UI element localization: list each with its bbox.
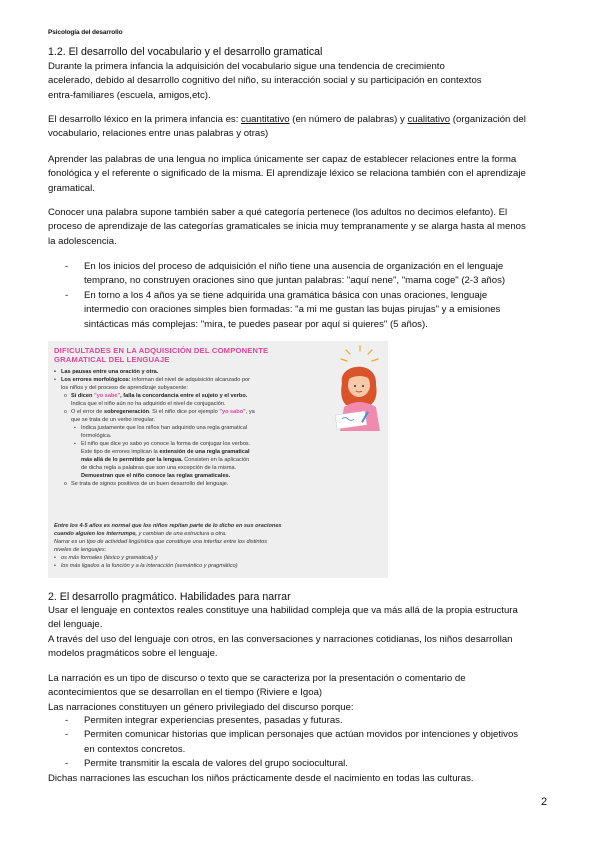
text-line: Conocer una palabra supone también saber a qué categoría pertenece (los adultos no decimos elefanto). El: [48, 207, 508, 218]
text-line: [54, 522, 384, 530]
text-run: , falla la concordancia entre el sujeto y el verbo.: [120, 393, 248, 399]
text-run: los niños y del proceso de aprendizaje subyacente:: [61, 385, 188, 391]
list-item: [48, 289, 548, 332]
text-line: la adolescencia.: [48, 235, 117, 247]
infographic-title: [54, 346, 314, 364]
text-run: que se trata de un verbo irregular.: [71, 417, 155, 423]
text-run: informan del nivel de adquisición alcanzado por: [130, 377, 251, 383]
text-run: Los errores morfológicos:: [61, 377, 131, 383]
text-line: [54, 530, 384, 538]
text-run: extensión de una regla gramatical: [159, 449, 250, 455]
text-line: acelerado, debido al desarrollo cognitivo del niño, su interacción social y su participación en contextos: [48, 75, 482, 87]
text-run: (en número de palabras) y: [289, 114, 408, 125]
text-run: . Si el niño dice por ejemplo: [149, 409, 220, 415]
aprender-paragraph: [48, 153, 558, 196]
infographic-footer: [54, 522, 384, 570]
text-run: Indica que el niño aún no ha adquirido el nivel de conjugación.: [71, 401, 226, 407]
list-item: [54, 392, 354, 408]
text-line: niveles de lenguajes:: [54, 547, 107, 553]
text-run: (organización del: [450, 114, 526, 125]
text-line: Narrar es un tipo de actividad lingüística que constituye una interfaz entre los distintos: [54, 539, 267, 545]
text-line: Las narraciones constituyen un género privilegiado del discurso porque:: [48, 701, 354, 713]
list-item: [54, 376, 354, 392]
text-run: Demuestran que el niño conoce las reglas gramaticales.: [81, 473, 231, 479]
text-run: formológica.: [81, 433, 112, 439]
text-line: Usar el lenguaje en contextos reales constituye una habilidad compleja que va más allá de la propia estructura: [48, 605, 518, 616]
conocer-paragraph: [48, 206, 558, 249]
text-line: del lenguaje.: [48, 619, 103, 631]
text-line: - Permiten integrar experiencias presentes, pasadas y futuras.: [84, 715, 343, 726]
text-line: proceso de aprendizaje de las categorías gramaticales se inicia muy tempranamente y se alarga hasta al menos: [48, 221, 526, 233]
infographic-image: [48, 341, 388, 578]
text-run: El niño que dice yo sabo yo conoce la forma de conjugar los verbos.: [81, 441, 251, 447]
text-line: - En torno a los 4 años ya se tiene adquirida una gramática básica con unas oraciones, lenguaje: [84, 289, 488, 301]
text-run: El desarrollo léxico en la primera infancia es:: [48, 114, 242, 125]
underlined-term: cuantitativo: [241, 114, 290, 125]
closing-line: Dichas narraciones las escuchan los niños prácticamente desde el nacimiento en todas las culturas.: [48, 773, 474, 784]
narration-reasons-list: [48, 714, 548, 772]
text-line: - Permite transmitir la escala de valores del grupo sociocultural.: [84, 758, 348, 770]
text-run: Este tipo de errores implican la: [81, 449, 160, 455]
list-item: [48, 260, 548, 289]
text-line: - En los inicios del proceso de adquisición el niño tiene una ausencia de organización en el lenguaje: [84, 261, 504, 272]
text-run: Si dicen: [71, 393, 95, 399]
text-line: en contextos concretos.: [84, 743, 186, 755]
title-line: DIFICULTADES EN LA ADQUISICIÓN DEL COMPONENTE: [54, 346, 269, 355]
lexico-paragraph: [48, 113, 558, 142]
text-line: sintácticas más complejas: "mira, te puedes pasear por aquí si quieres" (5 años).: [84, 318, 428, 330]
text-line: entra-familiares (escuela, amigos,etc).: [48, 89, 211, 101]
pragmatic-paragraph: [48, 604, 558, 662]
text-run: O el error de: [71, 409, 104, 415]
page-number: 2: [541, 796, 548, 808]
list-item: [54, 440, 354, 480]
text-line: Aprender las palabras de una lengua no implica únicamente ser capaz de establecer relaciones entre la forma: [48, 154, 517, 165]
title-line: GRAMATICAL DEL LENGUAJE: [54, 355, 170, 365]
text-line: gramatical.: [48, 182, 95, 194]
text-line: vocabulario, relaciones entre unas palabras y otras): [48, 128, 269, 140]
text-run: y cambian de una estructura a otra.: [137, 531, 227, 537]
infographic-body: [54, 368, 354, 488]
running-header: Psicología del desarrollo: [48, 29, 123, 36]
highlight-text: "yo sabe": [94, 393, 121, 399]
text-line: fonológica y el referente o significado de la misma. El aprendizaje léxico se relaciona también con el aprendizaje: [48, 168, 526, 180]
text-run: Entre los 4-5 años es normal que los niños repitan parte de lo dicho en sus oraciones: [54, 523, 282, 529]
text-run: de dicha regla a palabras que son una excepción de la misma.: [81, 465, 237, 471]
section-1-heading: 1.2. El desarrollo del vocabulario y el desarrollo gramatical: [48, 46, 323, 58]
list-item: • Las pausas entre una oración y otra.: [54, 368, 354, 376]
list-item: • los más ligados a la función y a la interacción (semántico y pragmático): [54, 562, 384, 570]
list-item: [48, 728, 548, 757]
text-run: , ya: [245, 409, 255, 415]
text-run: sobregeneración: [103, 409, 150, 415]
section-2-heading: 2. El desarrollo pragmático. Habilidades para narrar: [48, 591, 291, 603]
text-line: intermedio con oraciones simples bien formadas: "a mi me gustan las bujas pirujas" y a emisiones: [84, 304, 501, 316]
highlight-text: "yo sabo": [219, 409, 246, 415]
list-item: [48, 714, 548, 728]
text-line: - Permiten comunicar historias que implican personajes que actúan movidos por intenciones y objetivos: [84, 729, 519, 741]
text-run: cuando alguien los interrumpe,: [54, 531, 137, 537]
text-run: Indica justamente que los niños han adquirido una regla gramatical: [81, 425, 248, 431]
intro-paragraph: [48, 60, 558, 103]
text-line: temprano, no construyen oraciones sino que juntan palabras: "aquí nene", "mama coge" (2-3 años): [84, 275, 506, 287]
text-line: acontecimientos que se desarrollan en el tiempo (Riviere e Igoa): [48, 687, 323, 699]
list-item: o Se trata de signos positivos de un buen desarrollo del lenguaje.: [54, 480, 354, 488]
list-item: [54, 408, 354, 424]
list-item: [48, 757, 548, 771]
text-line: La narración es un tipo de discurso o texto que se caracteriza por la presentación o comentario de: [48, 673, 466, 684]
narration-paragraph: [48, 672, 558, 715]
underlined-term: cualitativo: [407, 114, 451, 125]
list-item: [54, 424, 354, 440]
text-run: más allá de lo permitido por la lengua.: [81, 457, 183, 463]
text-run: Consisten en la aplicación: [182, 457, 250, 463]
grammar-stages-list: [48, 260, 548, 332]
list-item: • os más formales (léxico y gramatical) y: [54, 554, 384, 562]
text-line: Durante la primera infancia la adquisición del vocabulario sigue una tendencia de crecimiento: [48, 61, 445, 72]
text-line: A través del uso del lenguaje con otros, en las conversaciones y narraciones cotidianas, los niños desarrollan: [48, 633, 513, 645]
text-line: modelos pragmáticos sobre el lenguaje.: [48, 648, 218, 660]
